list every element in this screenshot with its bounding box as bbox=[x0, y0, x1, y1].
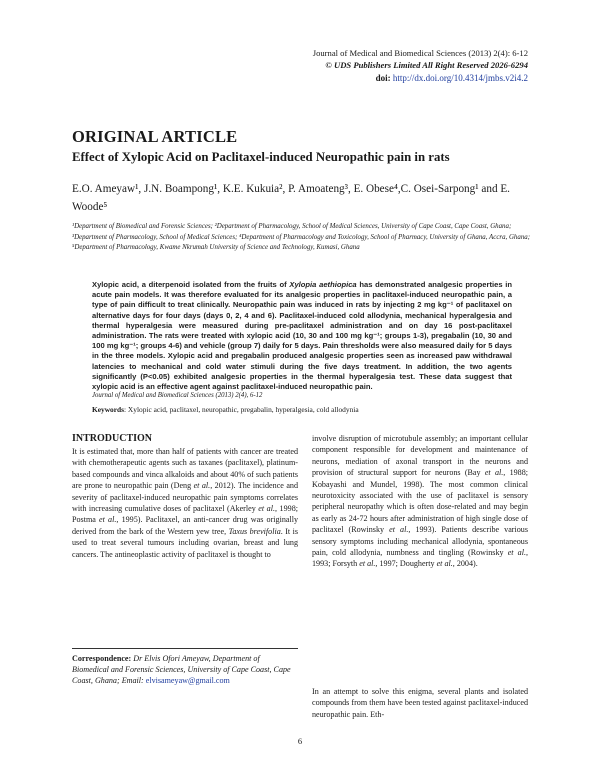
intro-paragraph-1: It is estimated that, more than half of patients with cancer are treated with chemotherapeutic agents such as taxanes (paclitaxel), platinum-based compounds and vinca alkaloids and about 40% of such patients are prone to neuropathic pain (Deng et al., 2012). The incidence and severity of paclitaxel-induced neuropathic pain symptoms correlates with increasing cumulative doses of paclitaxel (Akerley et al., 1998; Postma et al., 1995). Paclitaxel, an anti-cancer drug was originally derived from the bark of the Western yew tree, Taxus brevifolia. It is used to treat several tumours including ovarian, breast and lung cancers. The antineoplastic activity of paclitaxel is thought to bbox=[72, 447, 299, 559]
abstract-citation: Journal of Medical and Biomedical Sciences (2013) 2(4), 6-12 bbox=[92, 392, 263, 399]
abstract-species: Xylopia aethiopica bbox=[289, 280, 357, 289]
keywords bbox=[92, 405, 532, 414]
author-list: E.O. Ameyaw¹, J.N. Boampong¹, K.E. Kukuia², P. Amoateng³, E. Obese⁴,C. Osei-Sarpong¹ and E. Woode⁵ bbox=[72, 183, 510, 213]
abstract bbox=[92, 280, 512, 392]
left-column bbox=[72, 433, 298, 560]
abstract-text-a: Xylopic acid, a diterpenoid isolated from the fruits of bbox=[92, 280, 290, 289]
doi-line bbox=[376, 73, 528, 83]
intro-paragraph-2: involve disruption of microtubule assembly; an important cellular component responsible for development and maintenance of neurons, mediation of axonal transport in the neurons and provision of structural support for neurons (Bay et al., 1988; Kobayashi and Mundel, 1998). The most common clinical neurotoxicity associated with the use of paclitaxel is sensory peripheral neuropathy which is often dose-related and may begin as early as 24-72 hours after administration of high single dose of paclitaxel (Rowinsky et al., 1993). Patients describe various sensory symptoms including mechanical allodynia, spontaneous pain, cold allodynia, numbness and tingling (Rowinsky et al., 1993; Forsyth et al., 1997; Dougherty et al., 2004). bbox=[312, 434, 529, 569]
keywords-text: : Xylopic acid, paclitaxel, neuropathic, pregabalin, hyperalgesia, cold allodynia bbox=[124, 405, 359, 414]
right-column bbox=[312, 433, 528, 570]
journal-header bbox=[0, 47, 528, 71]
section-heading: INTRODUCTION bbox=[72, 433, 153, 444]
correspondence-note bbox=[72, 653, 298, 687]
article-title: Effect of Xylopic Acid on Paclitaxel-induced Neuropathic pain in rats bbox=[72, 150, 450, 164]
correspondence-email-link[interactable]: elvisameyaw@gmail.com bbox=[145, 676, 230, 686]
affiliations: ¹Department of Biomedical and Forensic Sciences; ²Department of Pharmacology, School of Medical Sciences, University of Cape Coast, Cape Coast, Ghana; ³Department of Pharmacology, School of Medical Sciences; ⁴Department of Pharmacology and Toxicology, School of Pharmacy, University of Ghana, Accra, Ghana; ⁵Department of Pharmacology, Kwame Nkrumah University of Science and Technology, Kumasi, Ghana bbox=[72, 223, 531, 251]
copyright-line: © UDS Publishers Limited All Right Reserved 2026-6294 bbox=[325, 60, 528, 70]
intro-paragraph-3: In an attempt to solve this enigma, several plants and isolated compounds from them have been tested against paclitaxel-induced neuropathic pain. Eth- bbox=[312, 687, 528, 719]
journal-citation: Journal of Medical and Biomedical Sciences (2013) 2(4): 6-12 bbox=[312, 48, 528, 58]
abstract-text-b: has demonstrated analgesic properties in acute pain models. It was therefore evaluated for its analgesic properties in paclitaxel-induced neuropathic pain, a type of pain difficult to treat clinically. Neuropathic pain was induced in rats by injecting 2 mg kg⁻¹ of paclitaxel on alternative days for four days (days 0, 2, 4 and 6). Paclitaxel-induced cold allodynia, mechanical hyperalgesia and thermal hyperalgesia were measured during pre-paclitaxel administration and on day 16 post-paclitaxel administration. The rats were treated with xylopic acid (10, 30 and 100 mg kg⁻¹; groups 1-3), pregabalin (10, 30 and 100 mg kg⁻¹; groups 4-6) and vehicle (group 7) daily for 5 days. Pain thresholds were also measured daily for 5 days in the three models. Xylopic acid and pregabalin produced analgesic properties seen as increased paw withdrawal latencies to mechanical and cold water stimuli during the five days treatment. In addition, the two agents significantly (P<0.05) exhibited analgesic properties in the thermal hyperalgesia test. These data suggest that xylopic acid is an effective agent against paclitaxel-induced neuropathic pain. bbox=[92, 280, 512, 392]
footnote-divider bbox=[72, 648, 298, 649]
article-type: ORIGINAL ARTICLE bbox=[72, 127, 238, 146]
doi-link[interactable]: http://dx.doi.org/10.4314/jmbs.v2i4.2 bbox=[392, 73, 528, 83]
page-number: 6 bbox=[297, 736, 303, 746]
keywords-label: Keywords bbox=[92, 405, 125, 414]
doi-label: doi: bbox=[375, 73, 391, 83]
correspondence-text: Dr Elvis Ofori Ameyaw, Department of Biomedical and Forensic Sciences, University of Cape Coast, Cape Coast, Ghana; Email: bbox=[72, 654, 291, 686]
correspondence-label: Correspondence: bbox=[72, 654, 132, 663]
